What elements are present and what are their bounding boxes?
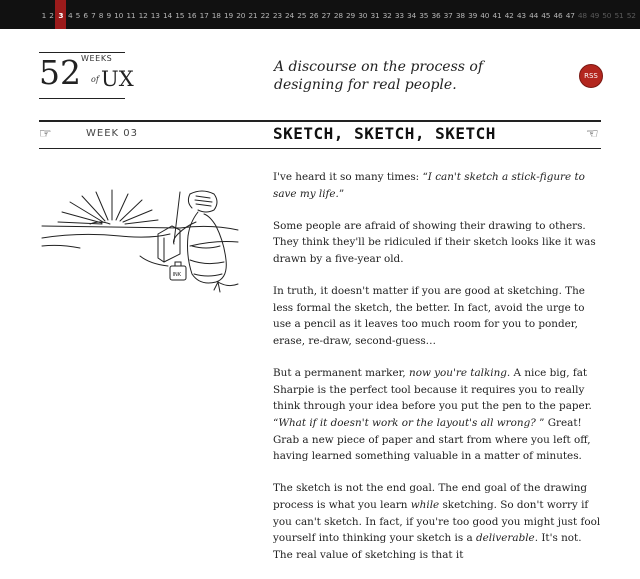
week-link-18[interactable]: 18 bbox=[211, 11, 221, 20]
week-link-6[interactable]: 6 bbox=[83, 11, 88, 20]
week-link-44[interactable]: 44 bbox=[529, 11, 539, 20]
article-paragraph-3: In truth, it doesn't matter if you are good at sketching. The less formal the sketch, the better. In fact, avoid the urge to use a pencil as it leaves too much room for you to ponder, erase, re-draw, second-guess… bbox=[273, 284, 585, 347]
week-link-50[interactable]: 50 bbox=[602, 11, 612, 20]
week-link-4[interactable]: 4 bbox=[67, 11, 73, 20]
week-link-25[interactable]: 25 bbox=[297, 11, 307, 20]
article-paragraph-1: I've heard it so many times: “I can't sketch a stick-figure to save my life.” bbox=[273, 171, 585, 200]
sketching-illustration bbox=[40, 186, 240, 296]
week-link-9[interactable]: 9 bbox=[106, 11, 111, 20]
week-link-39[interactable]: 39 bbox=[468, 11, 478, 20]
week-link-2[interactable]: 2 bbox=[49, 11, 54, 20]
week-link-12[interactable]: 12 bbox=[138, 11, 148, 20]
week-link-41[interactable]: 41 bbox=[492, 11, 502, 20]
tagline-line-1: A discourse on the process of bbox=[274, 59, 483, 75]
week-link-37[interactable]: 37 bbox=[443, 11, 453, 20]
week-link-51[interactable]: 51 bbox=[614, 11, 624, 20]
site-logo[interactable] bbox=[39, 52, 134, 99]
week-link-43[interactable]: 43 bbox=[516, 11, 526, 20]
week-list bbox=[40, 0, 637, 29]
tagline-line-2: designing for real people. bbox=[274, 77, 457, 93]
week-label: WEEK 03 bbox=[86, 128, 138, 139]
logo-ux-text: UX bbox=[101, 67, 134, 91]
header-rule-bottom bbox=[39, 148, 601, 149]
week-link-27[interactable]: 27 bbox=[321, 11, 331, 20]
week-link-35[interactable]: 35 bbox=[419, 11, 429, 20]
week-link-16[interactable]: 16 bbox=[187, 11, 197, 20]
week-link-5[interactable]: 5 bbox=[75, 11, 81, 20]
article-paragraph-4: But a permanent marker, now you're talking. A nice big, fat Sharpie is the perfect tool because it requires you to really think through your idea before you put the pen to the paper. “What if it doesn't work or the layout's all wrong? ” Great! Grab a new piece of paper and start from where you left off, having learned something valuable in a matter of minutes. bbox=[273, 366, 592, 463]
pointing-left-hand-icon[interactable]: ☜ bbox=[586, 126, 599, 142]
week-link-19[interactable]: 19 bbox=[224, 11, 234, 20]
week-link-10[interactable]: 10 bbox=[114, 11, 124, 20]
week-link-48[interactable]: 48 bbox=[577, 11, 587, 20]
week-link-7[interactable]: 7 bbox=[91, 11, 96, 20]
week-link-38[interactable]: 38 bbox=[455, 11, 465, 20]
week-link-28[interactable]: 28 bbox=[333, 11, 343, 20]
rss-feed-button[interactable]: RSS bbox=[579, 64, 603, 88]
week-link-11[interactable]: 11 bbox=[126, 11, 136, 20]
header-rule-top bbox=[39, 120, 601, 122]
logo-of-text: of bbox=[91, 75, 99, 84]
week-link-33[interactable]: 33 bbox=[394, 11, 404, 20]
article-paragraph-5: The sketch is not the end goal. The end goal of the drawing process is what you learn while sketching. So don't worry if you can't sketch. In fact, if you're too good you might just fool yourself into thinking your sketch is a deliverable. It's not. The real value of sketching is that it bbox=[273, 482, 601, 562]
week-link-1[interactable]: 1 bbox=[41, 11, 47, 20]
week-link-29[interactable]: 29 bbox=[346, 11, 356, 20]
week-navigation-bar bbox=[0, 0, 640, 29]
week-link-21[interactable]: 21 bbox=[248, 11, 258, 20]
logo-weeks-text: WEEKS bbox=[81, 54, 113, 63]
week-link-24[interactable]: 24 bbox=[285, 11, 295, 20]
week-link-22[interactable]: 22 bbox=[260, 11, 270, 20]
week-link-45[interactable]: 45 bbox=[541, 11, 551, 20]
week-link-17[interactable]: 17 bbox=[199, 11, 209, 20]
week-link-15[interactable]: 15 bbox=[175, 11, 185, 20]
week-link-13[interactable]: 13 bbox=[150, 11, 160, 20]
week-link-23[interactable]: 23 bbox=[272, 11, 282, 20]
week-link-34[interactable]: 34 bbox=[407, 11, 417, 20]
week-link-47[interactable]: 47 bbox=[565, 11, 575, 20]
week-link-49[interactable]: 49 bbox=[590, 11, 600, 20]
week-link-36[interactable]: 36 bbox=[431, 11, 441, 20]
week-link-20[interactable]: 20 bbox=[236, 11, 246, 20]
week-link-3[interactable]: 3 bbox=[55, 0, 66, 29]
article-body bbox=[273, 169, 603, 579]
week-link-31[interactable]: 31 bbox=[370, 11, 380, 20]
week-link-8[interactable]: 8 bbox=[98, 11, 104, 20]
week-link-26[interactable]: 26 bbox=[309, 11, 319, 20]
week-link-14[interactable]: 14 bbox=[162, 11, 172, 20]
week-link-46[interactable]: 46 bbox=[553, 11, 563, 20]
ink-bottle-label: INK bbox=[172, 272, 181, 278]
article-paragraph-2: Some people are afraid of showing their drawing to others. They think they'll be ridiculed if their sketch looks like it was drawn by a five-year old. bbox=[273, 219, 596, 265]
week-link-52[interactable]: 52 bbox=[626, 11, 636, 20]
pointing-right-hand-icon[interactable]: ☞ bbox=[39, 126, 52, 142]
logo-number: 52 bbox=[39, 53, 81, 92]
week-link-42[interactable]: 42 bbox=[504, 11, 514, 20]
week-link-32[interactable]: 32 bbox=[382, 11, 392, 20]
site-tagline bbox=[274, 58, 534, 94]
week-link-40[interactable]: 40 bbox=[480, 11, 490, 20]
week-link-30[interactable]: 30 bbox=[358, 11, 368, 20]
post-title: SKETCH, SKETCH, SKETCH bbox=[273, 124, 496, 143]
